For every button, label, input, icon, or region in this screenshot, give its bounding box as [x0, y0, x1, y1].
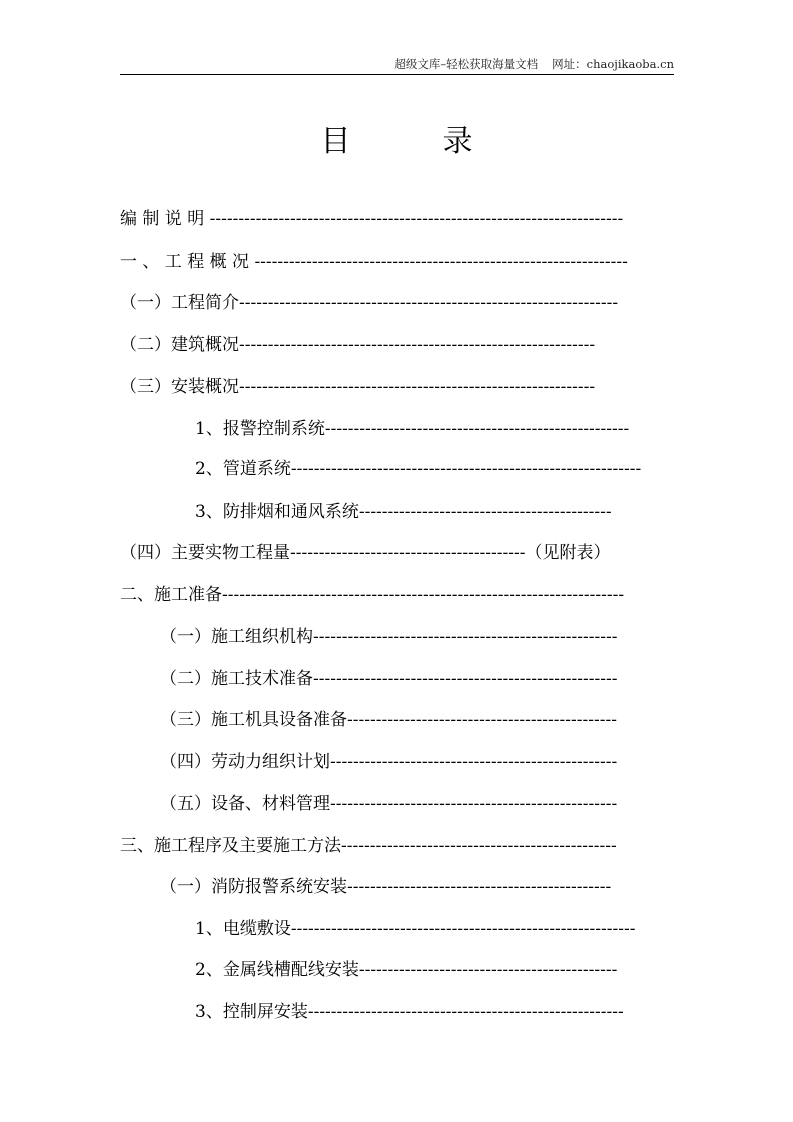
toc-entry-title: （五）设备、材料管理: [160, 794, 330, 814]
toc-leader: --------------------------------------------: [358, 502, 612, 522]
toc-entry[interactable]: [120, 291, 666, 315]
toc-entry-title: 2、管道系统: [195, 459, 291, 479]
title-char-left: 目: [320, 124, 351, 159]
toc-entry-title: （二）建筑概况: [120, 335, 239, 355]
toc-leader: ----------------------------------------------------------------------: [222, 585, 625, 605]
toc-leader: -----------------------------------------------------: [324, 419, 630, 439]
toc-entry-title: 3、控制屏安装: [195, 1002, 308, 1022]
toc-entry-title: （三）施工机具设备准备: [160, 710, 347, 730]
toc-entry-title: 二、施工准备: [120, 585, 222, 605]
toc-leader: --------------------------------------------------------------: [239, 335, 596, 355]
toc-entry-title: （四）劳动力组织计划: [160, 752, 330, 772]
toc-entry[interactable]: [160, 667, 660, 691]
toc-entry-title: （一）消防报警系统安装: [160, 877, 347, 897]
toc-entry[interactable]: [195, 1000, 652, 1024]
toc-leader: ---------------------------------------------: [358, 960, 618, 980]
toc-entry-title: 1、电缆敷设: [195, 919, 291, 939]
toc-entry[interactable]: [195, 958, 658, 982]
toc-entry[interactable]: [160, 750, 660, 774]
toc-entry[interactable]: [120, 375, 636, 399]
toc-entry-title: （一）工程简介: [120, 293, 239, 313]
toc-leader: -------------------------------------------------------: [307, 1002, 624, 1022]
toc-leader: -----------------------------------------------------------------: [254, 252, 628, 272]
toc-entry[interactable]: [160, 625, 660, 649]
toc-entry-title: （一）施工组织机构: [160, 627, 313, 647]
toc-entry-title: 一 、 工 程 概 况: [120, 252, 255, 272]
toc-entry[interactable]: [120, 333, 636, 357]
title-char-right: 录: [442, 124, 473, 159]
header-site-name: 超级文库–轻松获取海量文档: [394, 57, 539, 71]
toc-leader: ------------------------------------------------------------------------: [209, 209, 624, 229]
toc-entry[interactable]: [195, 417, 671, 441]
toc-entry[interactable]: [120, 834, 660, 858]
toc-entry-title: （四）主要实物工程量: [120, 543, 290, 563]
toc-entry-title: 1、报警控制系统: [195, 419, 325, 439]
toc-leader: ------------------------------------------------------------------: [239, 293, 619, 313]
page-title: [0, 116, 793, 160]
toc-entry[interactable]: [160, 875, 654, 899]
toc-entry-title: 编 制 说 明: [120, 209, 210, 229]
toc-entry-note: （见附表）: [525, 543, 611, 563]
toc-entry-title: 三、施工程序及主要施工方法: [120, 836, 341, 856]
toc-leader: -----------------------------------------------------: [313, 669, 618, 689]
toc-leader: -----------------------------------------: [290, 543, 526, 563]
toc-entry-title: 2、金属线槽配线安装: [195, 960, 359, 980]
toc-leader: --------------------------------------------------: [330, 794, 618, 814]
page-header: [120, 56, 674, 75]
toc-entry-title: 3、防排烟和通风系统: [195, 502, 359, 522]
toc-entry-title: （三）安装概况: [120, 377, 239, 397]
toc-entry[interactable]: [195, 457, 671, 481]
toc-leader: ------------------------------------------------------------: [290, 919, 636, 939]
header-url: 网址：chaojikaoba.cn: [552, 57, 674, 71]
toc-entry[interactable]: [195, 917, 658, 941]
toc-leader: -----------------------------------------------: [347, 710, 617, 730]
toc-entry[interactable]: [120, 541, 660, 565]
toc-entry[interactable]: [120, 207, 674, 231]
toc-entry-title: （二）施工技术准备: [160, 669, 313, 689]
toc-leader: ----------------------------------------------: [347, 877, 612, 897]
toc-entry[interactable]: [120, 583, 660, 607]
toc-leader: --------------------------------------------------------------: [239, 377, 596, 397]
toc-leader: ------------------------------------------------: [341, 836, 617, 856]
toc-entry[interactable]: [195, 500, 639, 524]
toc-entry[interactable]: [120, 250, 674, 274]
toc-entry[interactable]: [160, 792, 660, 816]
toc-leader: --------------------------------------------------: [330, 752, 618, 772]
toc-leader: -----------------------------------------------------: [313, 627, 618, 647]
toc-leader: -------------------------------------------------------------: [290, 459, 642, 479]
toc-entry[interactable]: [160, 708, 660, 732]
